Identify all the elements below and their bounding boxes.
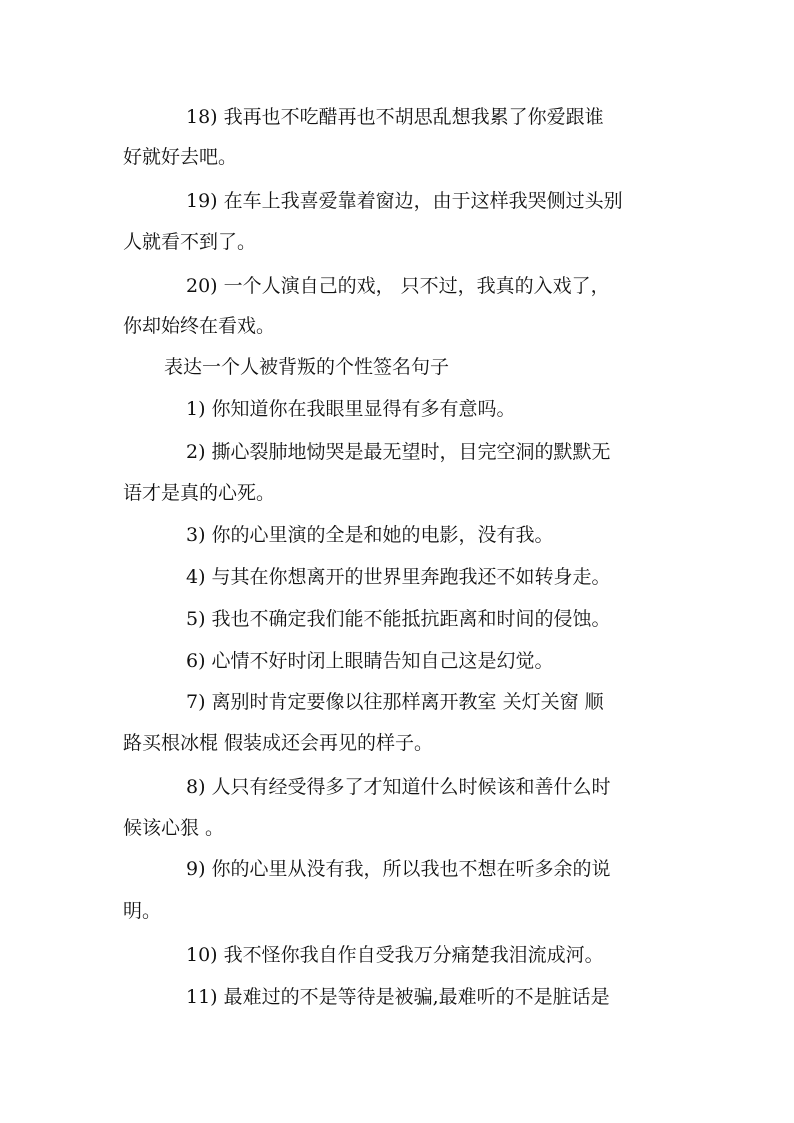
paragraph-line: 路买根冰棍 假装成还会再见的样子。 bbox=[123, 732, 434, 754]
paragraph-line: 7) 离别时肯定要像以往那样离开教室 关灯关窗 顺 bbox=[186, 691, 604, 713]
paragraph-line: 19) 在车上我喜爱靠着窗边，由于这样我哭侧过头别 bbox=[186, 190, 623, 212]
paragraph-line: 2) 撕心裂肺地恸哭是最无望时，目完空洞的默默无 bbox=[186, 441, 611, 463]
paragraph-line: 语才是真的心死。 bbox=[123, 482, 276, 504]
paragraph-line: 人就看不到了。 bbox=[123, 231, 257, 253]
paragraph-line: 明。 bbox=[123, 900, 162, 922]
paragraph-line: 4) 与其在你想离开的世界里奔跑我还不如转身走。 bbox=[186, 566, 611, 588]
paragraph-line: 8) 人只有经受得多了才知道什么时候该和善什么时 bbox=[186, 776, 611, 798]
paragraph-line: 5) 我也不确定我们能不能抵抗距离和时间的侵蚀。 bbox=[186, 608, 611, 630]
paragraph-line: 候该心狠 。 bbox=[123, 817, 225, 839]
paragraph-line: 10) 我不怪你我自作自受我万分痛楚我泪流成河。 bbox=[186, 944, 604, 966]
paragraph-line: 好就好去吧。 bbox=[123, 146, 238, 168]
paragraph-line: 你却始终在看戏。 bbox=[123, 315, 276, 337]
section-heading: 表达一个人被背叛的个性签名句子 bbox=[164, 356, 450, 378]
paragraph-line: 3) 你的心里演的全是和她的电影，没有我。 bbox=[186, 524, 554, 546]
paragraph-line: 18) 我再也不吃醋再也不胡思乱想我累了你爱跟谁 bbox=[186, 106, 604, 128]
paragraph-line: 20) 一个人演自己的戏， 只不过，我真的入戏了， bbox=[186, 275, 610, 297]
paragraph-line: 9) 你的心里从没有我，所以我也不想在听多余的说 bbox=[186, 858, 611, 880]
paragraph-line: 11) 最难过的不是等待是被骗,最难听的不是脏话是 bbox=[186, 986, 610, 1008]
paragraph-line: 1) 你知道你在我眼里显得有多有意吗。 bbox=[186, 398, 516, 420]
paragraph-line: 6) 心情不好时闭上眼睛告知自己这是幻觉。 bbox=[186, 650, 554, 672]
